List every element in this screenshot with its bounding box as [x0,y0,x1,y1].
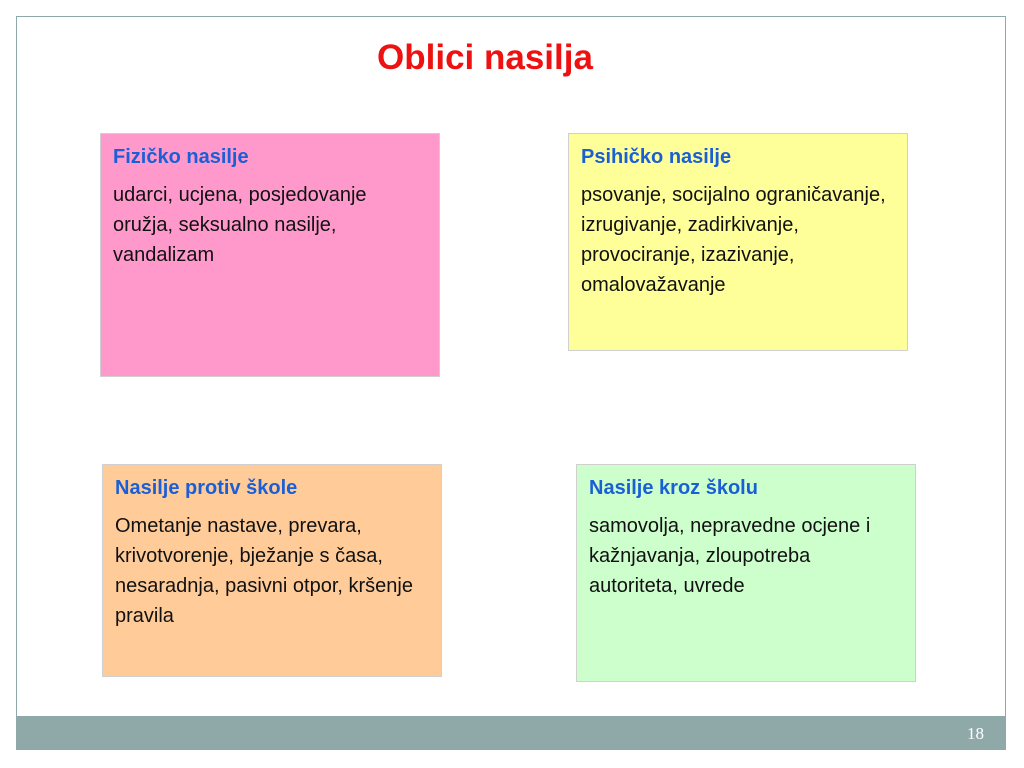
box-violence-against-school [102,464,442,677]
box-text: psovanje, socijalno ograničavanje, izrugivanje, zadirkivanje, provociranje, izazivanje, omalovažavanje [581,184,886,296]
box-text: Ometanje nastave, prevara, krivotvorenje, bježanje s časa, nesaradnja, pasivni otpor, kršenje pravila [115,515,413,627]
box-violence-through-school [576,464,916,682]
footer-bar [16,716,1006,750]
slide-title: Oblici nasilja [377,38,593,77]
box-text: samovolja, nepravedne ocjene i kažnjavanja, zloupotreba autoriteta, uvrede [589,515,871,597]
page-number: 18 [967,724,984,743]
box-heading: Psihičko nasilje [581,146,732,168]
box-physical-violence [100,133,440,377]
box-psychological-violence [568,133,908,351]
box-heading: Nasilje kroz školu [589,477,758,499]
box-text: udarci, ucjena, posjedovanje oružja, seksualno nasilje, vandalizam [113,184,367,266]
box-heading: Fizičko nasilje [113,146,249,168]
box-heading: Nasilje protiv škole [115,477,298,499]
